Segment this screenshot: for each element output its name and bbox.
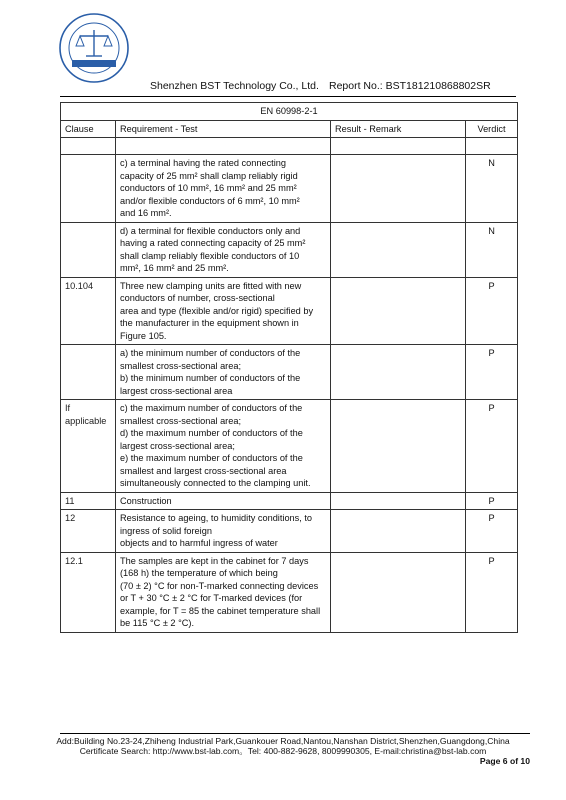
requirement-cell: The samples are kept in the cabinet for 7 days (168 h) the temperature of which being (70 ± 2) °C for non-T-marked connecting devices or T + 30 °C ± 2 °C for T-marked devices (for example, for T = 85 the cabinet temperature shall be 115 °C ± 2 °C). bbox=[116, 552, 331, 632]
column-header-verdict: Verdict bbox=[466, 120, 518, 138]
result-cell bbox=[331, 222, 466, 277]
test-result-table bbox=[60, 102, 518, 633]
table-row bbox=[61, 492, 518, 510]
verdict-cell: P bbox=[466, 510, 518, 553]
table-row bbox=[61, 345, 518, 400]
clause-cell: 12 bbox=[61, 510, 116, 553]
clause-cell bbox=[61, 345, 116, 400]
requirement-cell: Resistance to ageing, to humidity conditions, to ingress of solid foreign objects and to harmful ingress of water bbox=[116, 510, 331, 553]
page-number: Page 6 of 10 bbox=[479, 756, 530, 766]
footer-address: Add:Building No.23-24,Zhiheng Industrial Park,Guankouer Road,Nantou,Nanshan District,Shenzhen,Guangdong,China bbox=[56, 736, 510, 746]
footer-divider bbox=[60, 733, 530, 734]
result-cell bbox=[331, 155, 466, 223]
table-row bbox=[61, 222, 518, 277]
standard-title: EN 60998-2-1 bbox=[61, 103, 518, 121]
requirement-cell: Construction bbox=[116, 492, 331, 510]
column-header-clause: Clause bbox=[61, 120, 116, 138]
footer-contact: Certificate Search: http://www.bst-lab.com。Tel: 400-882-9628, 8009990305, E-mail:christina@bst-lab.com bbox=[79, 746, 487, 756]
clause-cell: 10.104 bbox=[61, 277, 116, 345]
clause-cell: If applicable bbox=[61, 400, 116, 493]
result-cell bbox=[331, 277, 466, 345]
requirement-cell: a) the minimum number of conductors of the smallest cross-sectional area; b) the minimum number of conductors of the largest cross-sectional area bbox=[116, 345, 331, 400]
table-row bbox=[61, 552, 518, 632]
verdict-cell: N bbox=[466, 155, 518, 223]
header-divider bbox=[60, 96, 516, 97]
header-report-number: Report No.: BST181210868802SR bbox=[329, 80, 491, 92]
header-company: Shenzhen BST Technology Co., Ltd. bbox=[150, 80, 319, 92]
verdict-cell: P bbox=[466, 400, 518, 493]
column-header-result: Result - Remark bbox=[331, 120, 466, 138]
bst-logo bbox=[58, 12, 130, 84]
clause-cell bbox=[61, 222, 116, 277]
table-row bbox=[61, 400, 518, 493]
requirement-cell: c) the maximum number of conductors of the smallest cross-sectional area; d) the maximum number of conductors of the largest cross-sectional area; e) the maximum number of conductors of the smallest and largest cross-sectional area simultaneously connected to the clamping unit. bbox=[116, 400, 331, 493]
table-row bbox=[61, 277, 518, 345]
requirement-cell: c) a terminal having the rated connecting capacity of 25 mm² shall clamp reliably rigid conductors of 10 mm², 16 mm² and 25 mm² and/or flexible conductors of 6 mm², 10 mm² and 16 mm². bbox=[116, 155, 331, 223]
result-cell bbox=[331, 510, 466, 553]
verdict-cell: P bbox=[466, 552, 518, 632]
verdict-cell: N bbox=[466, 222, 518, 277]
requirement-cell: Three new clamping units are fitted with new conductors of number, cross-sectional area and type (flexible and/or rigid) specified by the manufacturer in the equipment shown in Figure 105. bbox=[116, 277, 331, 345]
clause-cell: 11 bbox=[61, 492, 116, 510]
result-cell bbox=[331, 345, 466, 400]
result-cell bbox=[331, 400, 466, 493]
spacer-row bbox=[61, 138, 518, 155]
clause-cell: 12.1 bbox=[61, 552, 116, 632]
requirement-cell: d) a terminal for flexible conductors only and having a rated connecting capacity of 25 mm² shall clamp reliably flexible conductors of 10 mm², 16 mm² and 25 mm². bbox=[116, 222, 331, 277]
column-header-requirement: Requirement - Test bbox=[116, 120, 331, 138]
table-row bbox=[61, 155, 518, 223]
column-header-row bbox=[61, 120, 518, 138]
verdict-cell: P bbox=[466, 277, 518, 345]
result-cell bbox=[331, 552, 466, 632]
clause-cell bbox=[61, 155, 116, 223]
verdict-cell: P bbox=[466, 492, 518, 510]
table-row bbox=[61, 510, 518, 553]
result-cell bbox=[331, 492, 466, 510]
verdict-cell: P bbox=[466, 345, 518, 400]
